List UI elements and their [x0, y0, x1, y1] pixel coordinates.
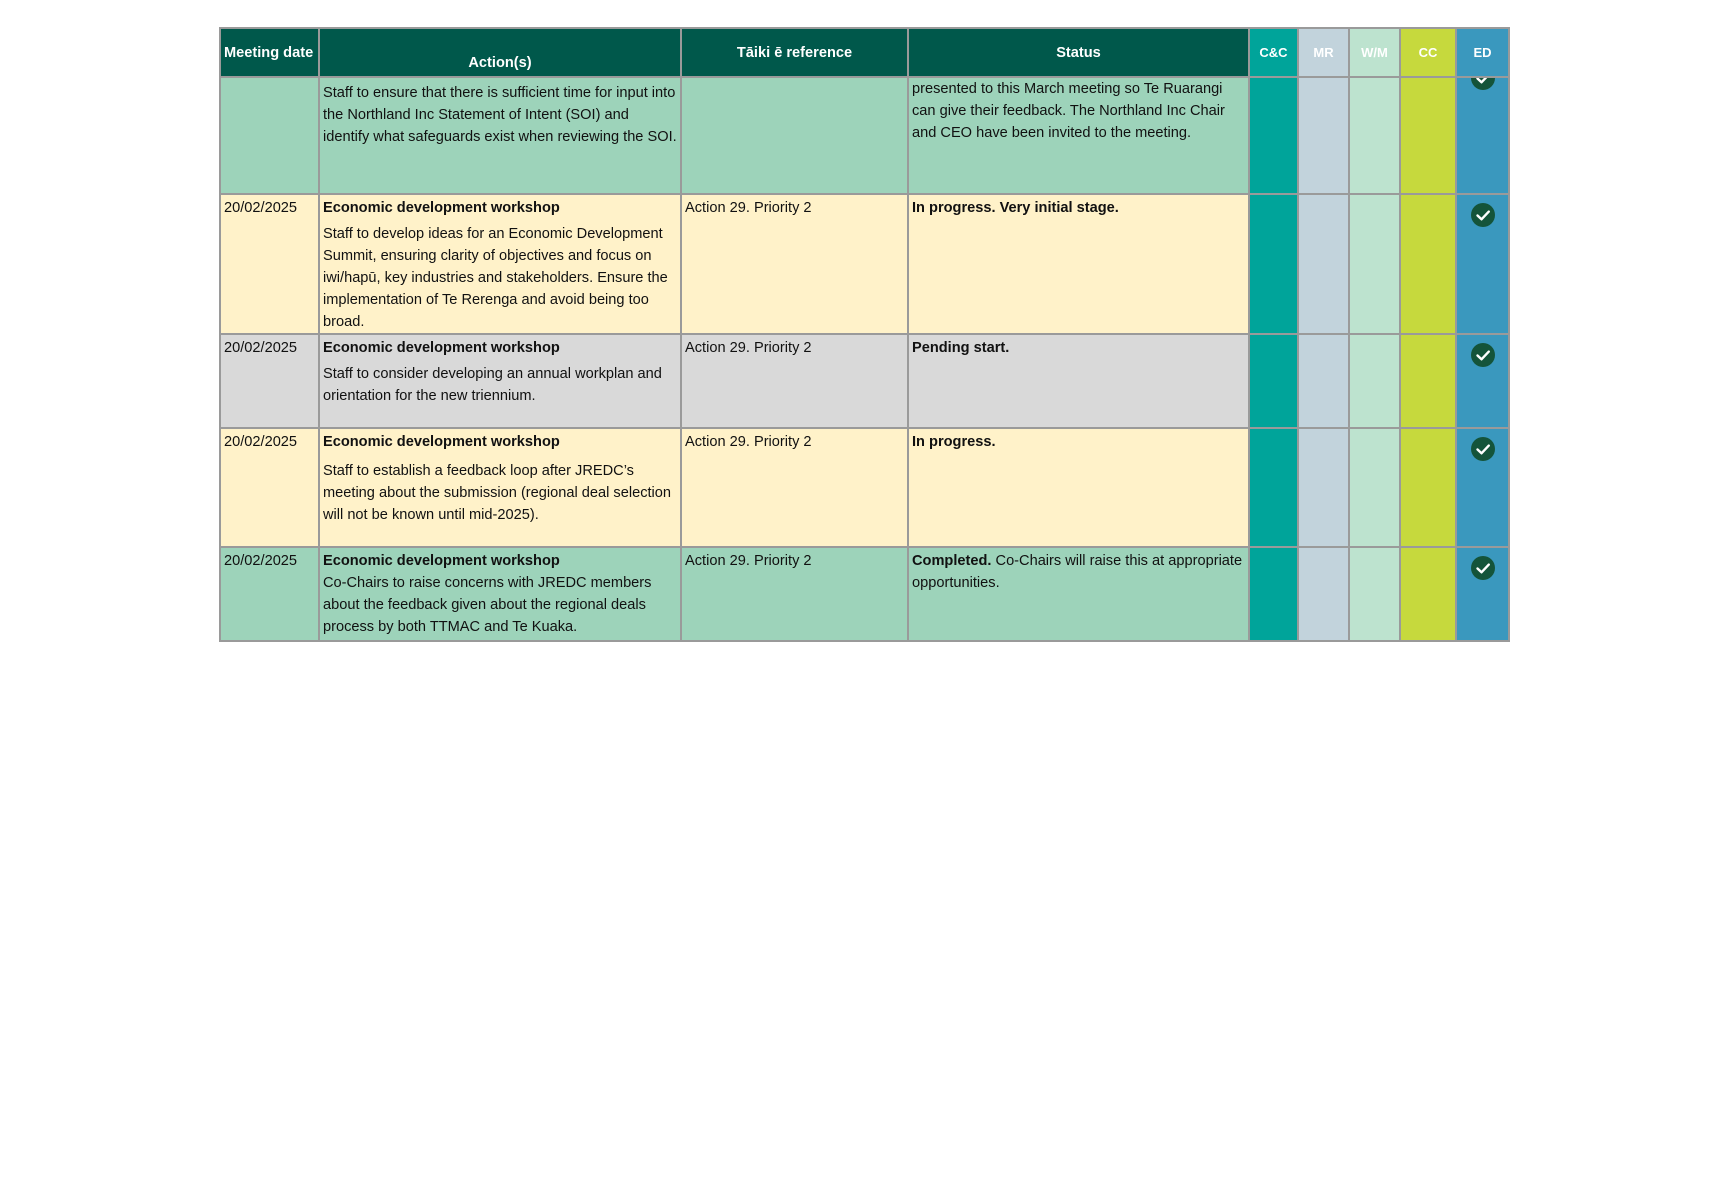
tag-cell-ed [1456, 428, 1509, 547]
action-description: Co-Chairs to raise concerns with JREDC members about the feedback given about the regional deals process by both TTMAC and Te Kuaka. [323, 575, 652, 635]
tag-cell-cc [1249, 77, 1298, 194]
status-bold: In progress. [912, 434, 996, 450]
action-title: Economic development workshop [323, 553, 560, 569]
header-row [220, 28, 1509, 77]
tag-cell-wm [1349, 77, 1400, 194]
tag-cell-cc [1249, 547, 1298, 641]
tag-cell-ed [1456, 547, 1509, 641]
cell-reference [681, 194, 908, 334]
header-tag-climate: CC [1400, 28, 1456, 77]
tag-cell-mr [1298, 547, 1349, 641]
meeting-date [221, 78, 318, 80]
table-row [220, 547, 1509, 641]
header-reference: Tāiki ē reference [681, 28, 908, 77]
status-text: presented to this March meeting so Te Ruarangi can give their feedback. The Northland Inc Chair and CEO have been invited to the meeting. [912, 81, 1225, 141]
action-title: Economic development workshop [323, 200, 560, 216]
action-tracker-table [219, 27, 1510, 642]
tag-cell-climate [1400, 334, 1456, 428]
status-bold: In progress. Very initial stage. [912, 200, 1119, 216]
action-title: Economic development workshop [323, 434, 560, 450]
tag-cell-wm [1349, 334, 1400, 428]
header-tag-ed: ED [1456, 28, 1509, 77]
status-text: Co-Chairs will raise this at appropriate opportunities. [912, 553, 1243, 591]
cell-meeting-date [220, 194, 319, 334]
header-tag-mr: MR [1298, 28, 1349, 77]
checkmark-circle-icon [1471, 77, 1495, 90]
tag-cell-climate [1400, 547, 1456, 641]
reference-text: Action 29. Priority 2 [685, 434, 812, 450]
action-description: Staff to consider developing an annual workplan and orientation for the new triennium. [323, 366, 662, 404]
tag-cell-climate [1400, 194, 1456, 334]
cell-reference [681, 77, 908, 194]
cell-meeting-date [220, 547, 319, 641]
action-description: Staff to develop ideas for an Economic Development Summit, ensuring clarity of objectives and focus on iwi/hapū, key industries and stakeholders. Ensure the implementation of Te Rerenga and avoid being too broad. [323, 226, 668, 330]
meeting-date: 20/02/2025 [224, 553, 298, 569]
cell-status [908, 77, 1249, 194]
header-meeting-date: Meeting date [220, 28, 319, 77]
tag-cell-cc [1249, 194, 1298, 334]
cell-reference [681, 428, 908, 547]
cell-reference [681, 334, 908, 428]
reference-text: Action 29. Priority 2 [685, 553, 812, 569]
tag-cell-mr [1298, 77, 1349, 194]
action-title: Economic development workshop [323, 340, 560, 356]
cell-status [908, 547, 1249, 641]
table-row [220, 334, 1509, 428]
meeting-date: 20/02/2025 [224, 434, 298, 450]
meeting-date: 20/02/2025 [224, 200, 298, 216]
cell-meeting-date [220, 77, 319, 194]
header-actions: Action(s) [319, 28, 681, 77]
tag-cell-cc [1249, 334, 1298, 428]
checkmark-circle-icon [1471, 343, 1495, 367]
cell-meeting-date [220, 428, 319, 547]
tag-cell-mr [1298, 428, 1349, 547]
tag-cell-mr [1298, 334, 1349, 428]
table-row [220, 428, 1509, 547]
status-bold: Pending start. [912, 340, 1010, 356]
cell-status [908, 194, 1249, 334]
tag-cell-climate [1400, 428, 1456, 547]
meeting-date: 20/02/2025 [224, 340, 298, 356]
cell-actions [319, 194, 681, 334]
cell-status [908, 428, 1249, 547]
table-row [220, 77, 1509, 194]
reference-text: Action 29. Priority 2 [685, 340, 812, 356]
status-bold: Completed. [912, 553, 992, 569]
checkmark-circle-icon [1471, 203, 1495, 227]
tag-cell-wm [1349, 428, 1400, 547]
cell-actions [319, 428, 681, 547]
header-tag-wm: W/M [1349, 28, 1400, 77]
cell-actions [319, 547, 681, 641]
tag-cell-wm [1349, 194, 1400, 334]
table-row [220, 194, 1509, 334]
checkmark-circle-icon [1471, 556, 1495, 580]
reference-text [682, 78, 907, 80]
cell-actions [319, 334, 681, 428]
tag-cell-ed [1456, 334, 1509, 428]
reference-text: Action 29. Priority 2 [685, 200, 812, 216]
tag-cell-cc [1249, 428, 1298, 547]
action-description: Staff to establish a feedback loop after JREDC’s meeting about the submission (regional deal selection will not be known until mid-2025). [323, 463, 672, 523]
cell-meeting-date [220, 334, 319, 428]
tag-cell-ed [1456, 194, 1509, 334]
tag-cell-climate [1400, 77, 1456, 194]
checkmark-circle-icon [1471, 437, 1495, 461]
cell-reference [681, 547, 908, 641]
cell-status [908, 334, 1249, 428]
tag-cell-wm [1349, 547, 1400, 641]
cell-actions [319, 77, 681, 194]
tag-cell-ed [1456, 77, 1509, 194]
header-status: Status [908, 28, 1249, 77]
action-description: Staff to ensure that there is sufficient time for input into the Northland Inc Statement of Intent (SOI) and identify what safeguards exist when reviewing the SOI. [323, 85, 677, 145]
tag-cell-mr [1298, 194, 1349, 334]
header-tag-cc: C&C [1249, 28, 1298, 77]
